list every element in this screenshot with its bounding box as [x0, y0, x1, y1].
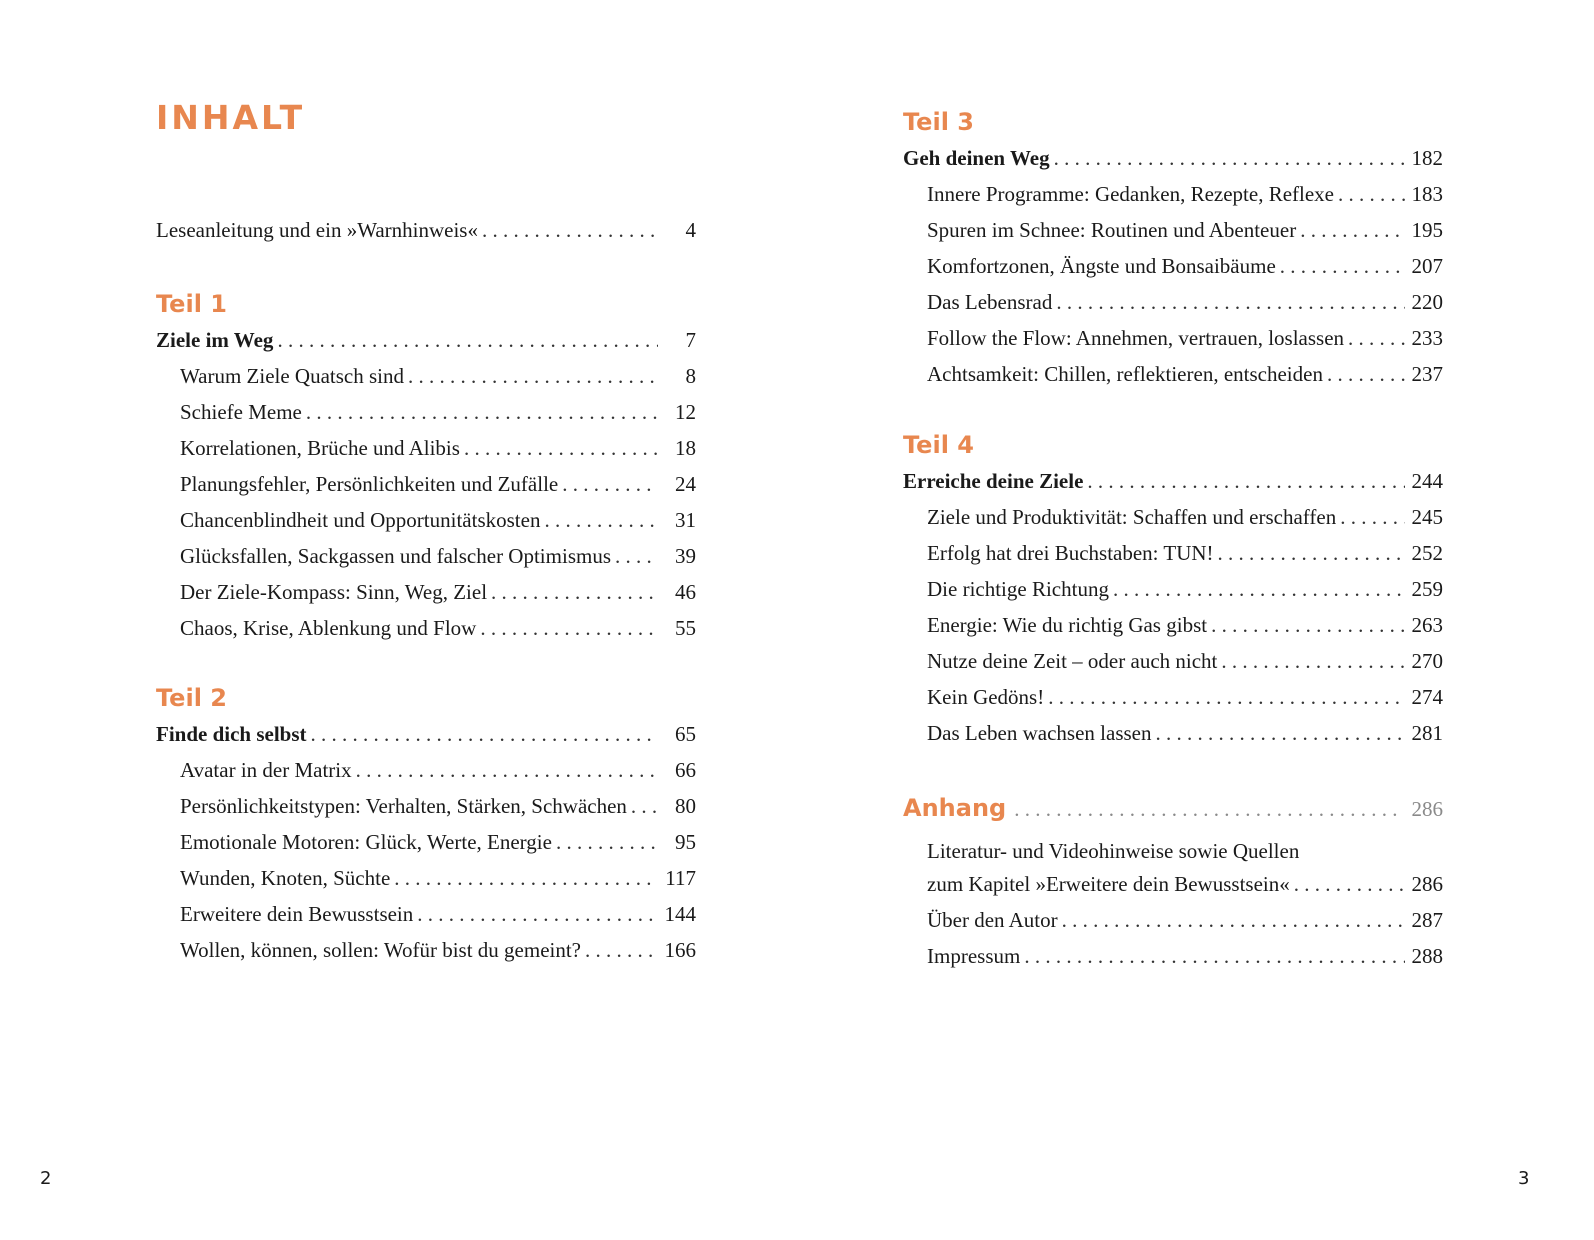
anhang-heading: Anhang: [903, 794, 1007, 822]
toc-entry-label: Achtsamkeit: Chillen, reflektieren, entscheiden: [927, 362, 1323, 386]
toc-entry[interactable]: [156, 466, 696, 502]
toc-chapter-teil3[interactable]: [903, 140, 1443, 176]
toc-entry-label: Glücksfallen, Sackgassen und falscher Optimismus: [180, 544, 611, 568]
toc-entry[interactable]: [903, 320, 1443, 356]
dot-leader: [1218, 535, 1405, 571]
toc-entry[interactable]: [903, 212, 1443, 248]
toc-entry[interactable]: [156, 932, 696, 968]
dot-leader: [1014, 789, 1401, 829]
dot-leader: [1048, 679, 1405, 715]
dot-leader: [1340, 499, 1405, 535]
toc-entry[interactable]: [156, 358, 696, 394]
toc-entry-page: 166: [664, 938, 696, 962]
toc-entry-label: zum Kapitel »Erweitere dein Bewusstsein«: [927, 872, 1290, 896]
toc-entry-page: 274: [1411, 685, 1443, 709]
toc-entry-label: Wollen, können, sollen: Wofür bist du gemeint?: [180, 938, 581, 962]
toc-entry[interactable]: [156, 788, 696, 824]
dot-leader: [277, 322, 658, 358]
dot-leader: [1338, 176, 1405, 212]
toc-chapter-page: 244: [1411, 469, 1443, 493]
toc-entry-label: Chancenblindheit und Opportunitätskosten: [180, 508, 541, 532]
toc-chapter-label: Geh deinen Weg: [903, 146, 1050, 170]
dot-leader: [1300, 212, 1405, 248]
toc-entry[interactable]: [903, 643, 1443, 679]
toc-entry-label: Spuren im Schnee: Routinen und Abenteuer: [927, 218, 1297, 242]
toc-chapter-page: 7: [685, 328, 696, 352]
toc-entry-page: 220: [1411, 290, 1443, 314]
toc-chapter-teil2[interactable]: [156, 716, 696, 752]
toc-entry-page: 117: [665, 866, 696, 890]
toc-entry-page: 288: [1411, 944, 1443, 968]
toc-entry[interactable]: [156, 538, 696, 574]
toc-entry-label: Die richtige Richtung: [927, 577, 1109, 601]
page-number-right: 3: [1518, 1168, 1530, 1189]
toc-entry[interactable]: [156, 752, 696, 788]
toc-entry-page: 259: [1411, 577, 1443, 601]
toc-entry-label: Follow the Flow: Annehmen, vertrauen, loslassen: [927, 326, 1345, 350]
toc-entry-page: 39: [675, 544, 696, 568]
toc-entry-page: 66: [675, 758, 696, 782]
page-number-left: 2: [40, 1168, 52, 1189]
toc-entry-label: Erfolg hat drei Buchstaben: TUN!: [927, 541, 1214, 565]
dot-leader: [1113, 571, 1405, 607]
dot-leader: [1294, 866, 1405, 902]
toc-entry-label: Energie: Wie du richtig Gas gibst: [927, 613, 1208, 637]
dot-leader: [631, 788, 658, 824]
dot-leader: [1054, 140, 1405, 176]
toc-entry[interactable]: [156, 896, 696, 932]
dot-leader: [480, 610, 658, 646]
toc-chapter-page: 65: [675, 722, 696, 746]
toc-entry-label: Korrelationen, Brüche und Alibis: [180, 436, 460, 460]
toc-entry-page: 12: [675, 400, 696, 424]
anhang-section: [903, 788, 1443, 974]
toc-entry[interactable]: [903, 902, 1443, 938]
toc-entry-label: Literatur- und Videohinweise sowie Quellen: [927, 839, 1300, 863]
dot-leader: [1056, 284, 1405, 320]
teil1-section: [156, 286, 696, 646]
teil3-heading: Teil 3: [903, 108, 974, 136]
toc-entry-label: Erweitere dein Bewusstsein: [180, 902, 414, 926]
page-title: INHALT: [156, 98, 306, 137]
toc-entry-page: 252: [1411, 541, 1443, 565]
toc-entry-page: 24: [675, 472, 696, 496]
toc-chapter-label: Erreiche deine Ziele: [903, 469, 1084, 493]
toc-entry-page: 144: [664, 902, 696, 926]
toc-entry-page: 195: [1411, 218, 1443, 242]
toc-entry-literatur-line2[interactable]: [903, 866, 1443, 902]
toc-entry-page: 46: [675, 580, 696, 604]
dot-leader: [1348, 320, 1405, 356]
toc-entry[interactable]: [903, 571, 1443, 607]
toc-entry[interactable]: [903, 176, 1443, 212]
toc-entry[interactable]: [903, 938, 1443, 974]
toc-entry-page: 8: [685, 364, 696, 388]
dot-leader: [544, 502, 658, 538]
dot-leader: [464, 430, 658, 466]
toc-entry[interactable]: [156, 430, 696, 466]
toc-entry[interactable]: [903, 499, 1443, 535]
dot-leader: [1280, 248, 1405, 284]
toc-entry-literatur-line1[interactable]: [903, 836, 1443, 866]
toc-entry[interactable]: [156, 574, 696, 610]
toc-entry-label: Schiefe Meme: [180, 400, 302, 424]
dot-leader: [394, 860, 658, 896]
toc-entry-page: 245: [1411, 505, 1443, 529]
dot-leader: [1156, 715, 1406, 751]
toc-entry-label: Komfortzonen, Ängste und Bonsaibäume: [927, 254, 1276, 278]
toc-entry-label: Leseanleitung und ein »Warnhinweis«: [156, 218, 478, 242]
toc-entry-label: Der Ziele-Kompass: Sinn, Weg, Ziel: [180, 580, 488, 604]
dot-leader: [1024, 938, 1405, 974]
toc-entry-page: 233: [1411, 326, 1443, 350]
toc-entry-page: 4: [685, 218, 696, 242]
dot-leader: [562, 466, 658, 502]
toc-entry[interactable]: [156, 394, 696, 430]
dot-leader: [482, 212, 658, 248]
teil4-section: [903, 427, 1443, 751]
toc-entry-label: Emotionale Motoren: Glück, Werte, Energie: [180, 830, 552, 854]
toc-entry-page: 55: [675, 616, 696, 640]
intro-section: [156, 212, 696, 248]
toc-entry-page: 263: [1411, 613, 1443, 637]
teil2-section: [156, 680, 696, 968]
toc-entry[interactable]: [903, 607, 1443, 643]
toc-entry-label: Das Lebensrad: [927, 290, 1053, 314]
toc-chapter-teil1[interactable]: [156, 322, 696, 358]
toc-entry-intro[interactable]: [156, 212, 696, 248]
toc-entry[interactable]: [156, 824, 696, 860]
toc-entry-page: 237: [1411, 362, 1443, 386]
toc-entry-label: Über den Autor: [927, 908, 1058, 932]
dot-leader: [1211, 607, 1405, 643]
toc-entry[interactable]: [156, 860, 696, 896]
toc-entry[interactable]: [903, 715, 1443, 751]
dot-leader: [585, 932, 658, 968]
toc-entry-label: Kein Gedöns!: [927, 685, 1045, 709]
toc-entry-label: Avatar in der Matrix: [180, 758, 352, 782]
dot-leader: [491, 574, 658, 610]
toc-entry-page: 31: [675, 508, 696, 532]
teil1-heading: Teil 1: [156, 290, 227, 318]
dot-leader: [615, 538, 658, 574]
dot-leader: [356, 752, 658, 788]
toc-entry-page: 207: [1411, 254, 1443, 278]
toc-entry-label: Nutze deine Zeit – oder auch nicht: [927, 649, 1218, 673]
toc-entry-label: Innere Programme: Gedanken, Rezepte, Reflexe: [927, 182, 1334, 206]
dot-leader: [1221, 643, 1405, 679]
dot-leader: [408, 358, 658, 394]
toc-entry-page: 286: [1411, 872, 1443, 896]
toc-entry-label: Warum Ziele Quatsch sind: [180, 364, 404, 388]
toc-entry-label: Impressum: [927, 944, 1021, 968]
toc-entry[interactable]: [903, 535, 1443, 571]
toc-entry[interactable]: [903, 248, 1443, 284]
toc-entry-page: 270: [1411, 649, 1443, 673]
dot-leader: [311, 716, 658, 752]
toc-entry-label: Wunden, Knoten, Süchte: [180, 866, 391, 890]
toc-anhang-heading[interactable]: [903, 788, 1443, 828]
dot-leader: [1087, 463, 1405, 499]
dot-leader: [556, 824, 658, 860]
toc-chapter-teil4[interactable]: [903, 463, 1443, 499]
toc-entry-label: Planungsfehler, Persönlichkeiten und Zufälle: [180, 472, 559, 496]
toc-entry-page: 183: [1411, 182, 1443, 206]
toc-entry-label: Das Leben wachsen lassen: [927, 721, 1152, 745]
toc-entry[interactable]: [156, 610, 696, 646]
teil3-section: [903, 104, 1443, 392]
dot-leader: [1062, 902, 1405, 938]
toc-chapter-page: 182: [1411, 146, 1443, 170]
toc-entry[interactable]: [156, 502, 696, 538]
toc-entry-page: 18: [675, 436, 696, 460]
toc-entry[interactable]: [903, 356, 1443, 392]
toc-chapter-label: Finde dich selbst: [156, 722, 307, 746]
toc-entry-label: Chaos, Krise, Ablenkung und Flow: [180, 616, 477, 640]
teil2-heading: Teil 2: [156, 684, 227, 712]
dot-leader: [1327, 356, 1405, 392]
toc-entry-page: 80: [675, 794, 696, 818]
toc-entry[interactable]: [903, 284, 1443, 320]
dot-leader: [417, 896, 658, 932]
toc-entry-page: 287: [1411, 908, 1443, 932]
anhang-page: 286: [1411, 797, 1443, 821]
dot-leader: [306, 394, 658, 430]
toc-entry-label: Ziele und Produktivität: Schaffen und erschaffen: [927, 505, 1337, 529]
teil4-heading: Teil 4: [903, 431, 974, 459]
toc-chapter-label: Ziele im Weg: [156, 328, 274, 352]
toc-entry-label: Persönlichkeitstypen: Verhalten, Stärken, Schwächen: [180, 794, 627, 818]
toc-entry-page: 281: [1411, 721, 1443, 745]
toc-entry-page: 95: [675, 830, 696, 854]
toc-entry[interactable]: [903, 679, 1443, 715]
